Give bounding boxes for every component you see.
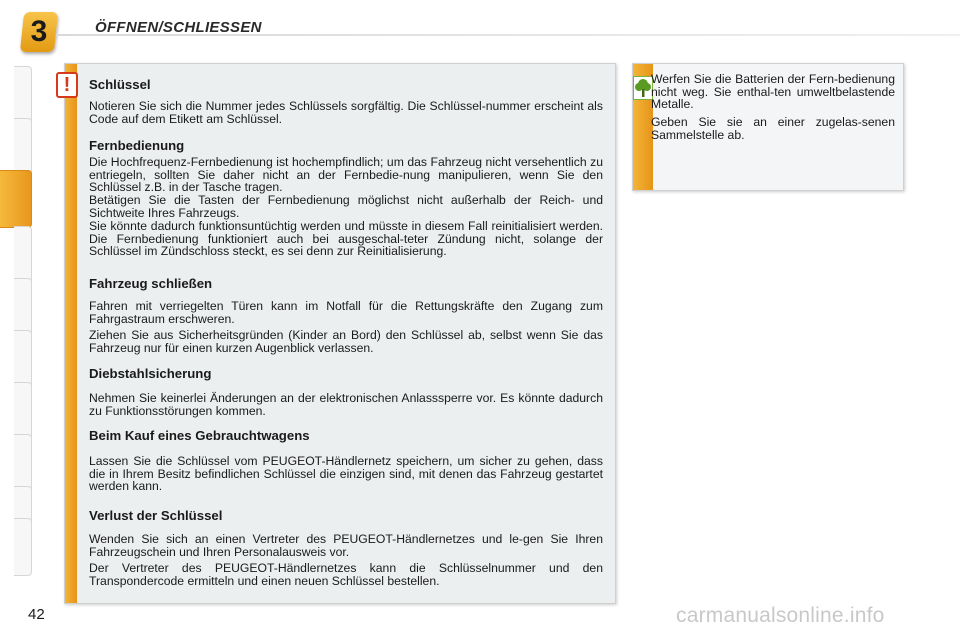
watermark: carmanualsonline.info bbox=[676, 604, 885, 627]
section-title-gebrauchtwagen: Beim Kauf eines Gebrauchtwagens bbox=[89, 428, 310, 443]
chapter-tab-10[interactable] bbox=[14, 518, 32, 576]
chapter-tab-3-active[interactable] bbox=[0, 170, 32, 228]
section-title-verlust: Verlust der Schlüssel bbox=[89, 508, 223, 523]
exclamation-icon: ! bbox=[56, 72, 78, 98]
section-text: Fahren mit verriegelten Türen kann im Notfall für die Rettungskräfte den Zugang zum Fahrgastraum erschweren. bbox=[89, 299, 603, 326]
page-number: 42 bbox=[28, 606, 45, 623]
chapter-tab-7[interactable] bbox=[14, 382, 32, 440]
section-text: Wenden Sie sich an einen Vertreter des PEUGEOT-Händlernetzes und le-gen Sie Ihren Fahrzeugschein und Ihren Personalausweis vor. bbox=[89, 532, 603, 559]
section-title-schluessel: Schlüssel bbox=[89, 77, 151, 92]
section-title-diebstahlsicherung: Diebstahlsicherung bbox=[89, 366, 212, 381]
warning-panel bbox=[64, 63, 616, 604]
section-text: Die Hochfrequenz-Fernbedienung ist hochempfindlich; um das Fahrzeug nicht versehentlich zu entriegeln, sollten Sie daher nicht an der Fernbedie-nung manipulieren, wenn Sie den Schlüssel z.B. in der Tasche tragen. bbox=[89, 155, 603, 195]
chapter-tab-2[interactable] bbox=[14, 118, 32, 176]
section-text: Ziehen Sie aus Sicherheitsgründen (Kinder an Bord) den Schlüssel ab, selbst wenn Sie das Fahrzeug nur für einen kurzen Augenblick verlassen. bbox=[89, 328, 603, 355]
section-title-fahrzeug-schliessen: Fahrzeug schließen bbox=[89, 276, 213, 291]
section-text: Betätigen Sie die Tasten der Fernbedienung möglichst nicht außerhalb der Reich- und Sichtweite Ihres Fahrzeugs. bbox=[89, 193, 603, 220]
chapter-tab-1[interactable] bbox=[14, 66, 32, 124]
chapter-tab-4[interactable] bbox=[14, 226, 32, 284]
section-text: Notieren Sie sich die Nummer jedes Schlüssels sorgfältig. Die Schlüssel-nummer erscheint als Code auf dem Etikett am Schlüssel. bbox=[89, 99, 603, 126]
environment-panel bbox=[632, 63, 904, 191]
section-text: Lassen Sie die Schlüssel vom PEUGEOT-Händlernetz speichern, um sicher zu gehen, dass die in Ihrem Besitz befindlichen Schlüssel die einzigen sind, mit denen das Fahrzeug gestartet werden kann. bbox=[89, 454, 603, 494]
chapter-tab-5[interactable] bbox=[14, 278, 32, 336]
tree-icon bbox=[633, 76, 653, 100]
panel-accent-stripe bbox=[65, 64, 77, 603]
chapter-tabs bbox=[0, 66, 32, 576]
aside-text: Werfen Sie die Batterien der Fern-bedienung nicht weg. Sie enthal-ten umweltbelastende Metalle. bbox=[651, 72, 895, 112]
aside-text: Geben Sie sie an einer zugelas-senen Sammelstelle ab. bbox=[651, 115, 895, 142]
section-text: Nehmen Sie keinerlei Änderungen an der elektronischen Anlasssperre vor. Es könnte dadurch zu Funktionsstörungen kommen. bbox=[89, 391, 603, 418]
chapter-number: 3 bbox=[30, 15, 48, 48]
chapter-tab-8[interactable] bbox=[14, 434, 32, 492]
section-text: Sie könnte dadurch funktionsuntüchtig werden und müsste in diesem Fall reinitialisiert werden. Die Fernbedienung funktioniert auch bei ausgeschal-teter Zündung nicht, solange der Schlüssel im Zündschloss steckt, es sei denn zur Reinitialisierung. bbox=[89, 219, 603, 259]
page-title: ÖFFNEN/SCHLIESSEN bbox=[95, 19, 262, 36]
chapter-tab-6[interactable] bbox=[14, 330, 32, 388]
section-text: Der Vertreter des PEUGEOT-Händlernetzes kann die Schlüsselnummer und den Transpondercode ermitteln und einen neuen Schlüssel bestellen. bbox=[89, 561, 603, 588]
section-title-fernbedienung: Fernbedienung bbox=[89, 138, 185, 153]
